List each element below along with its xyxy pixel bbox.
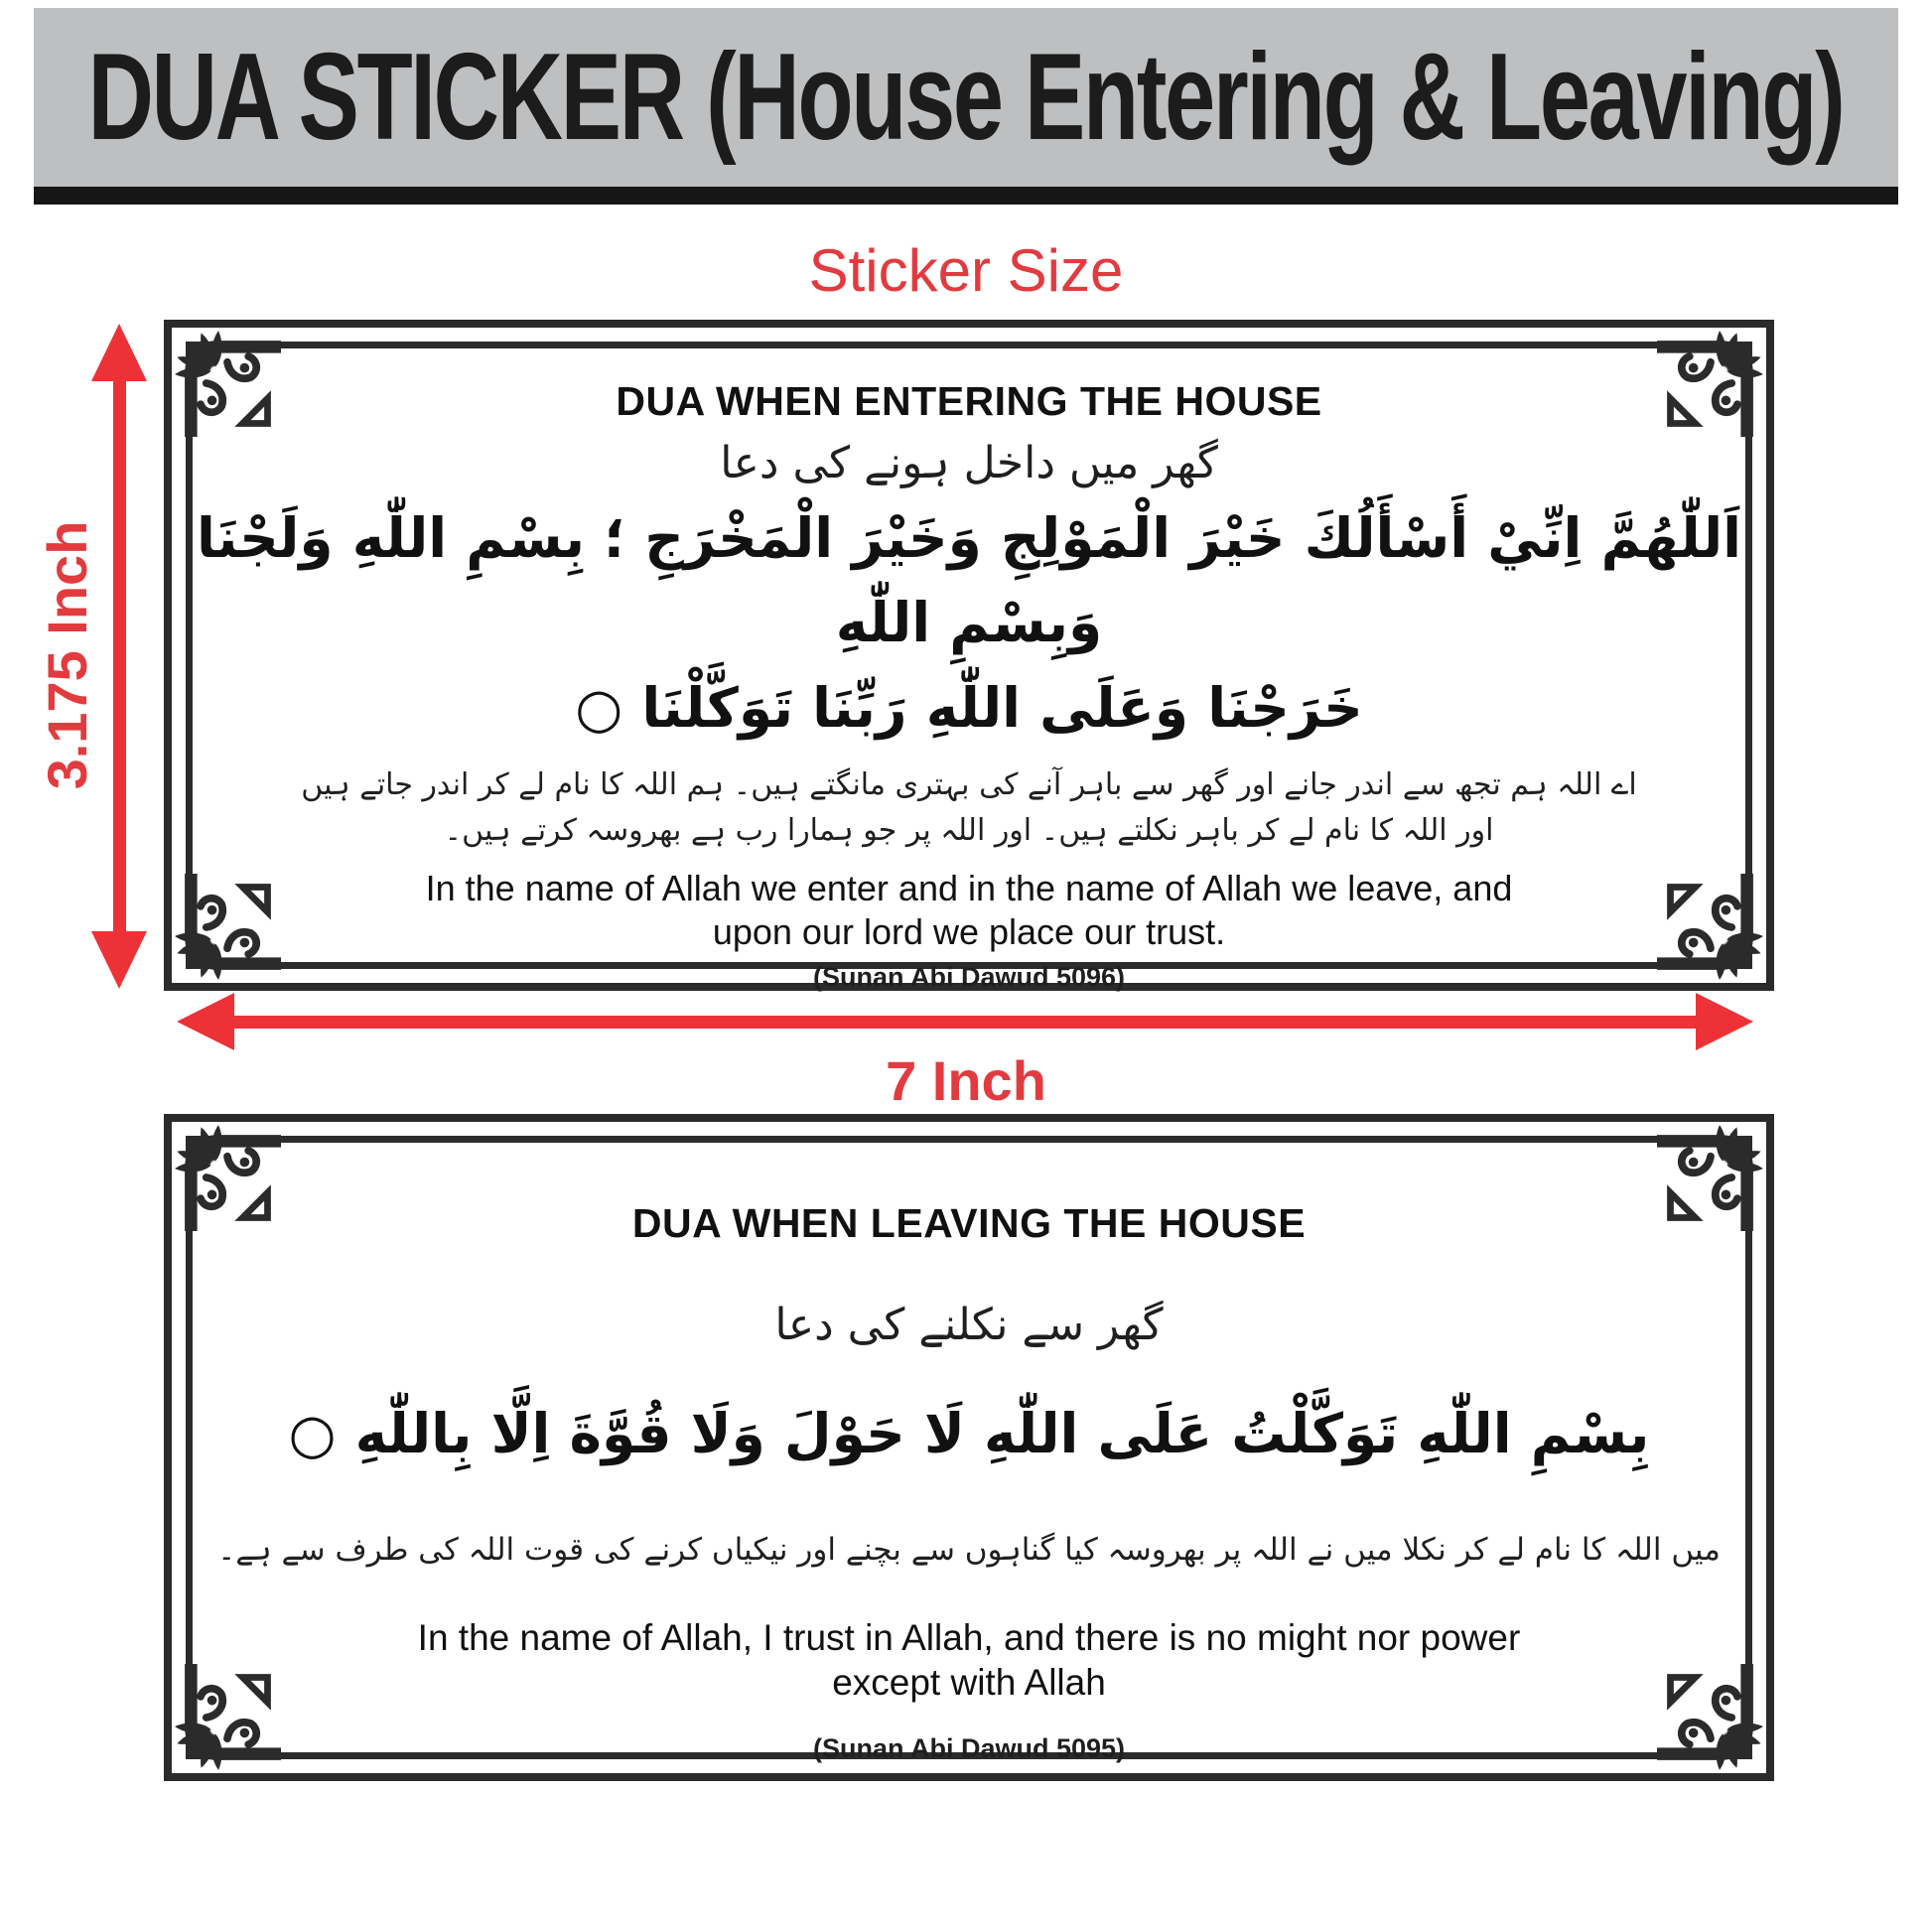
header-band [34, 8, 1898, 187]
urdu-translation-line-2: اور اللہ کا نام لے کر باہر نکلتے ہیں۔ اور اللہ پر جو ہمارا رب ہے بھروسہ کرتے ہیں۔ [444, 813, 1494, 849]
arrow-shaft [224, 1016, 1706, 1029]
urdu-heading: گھر میں داخل ہونے کی دعا [720, 438, 1218, 488]
sticker-card-leaving [164, 1114, 1774, 1781]
arrow-down-icon [91, 931, 147, 989]
width-dimension-arrow [177, 993, 1753, 1050]
sticker-card-entering [164, 320, 1774, 991]
reference-citation: (Sunan Abi Dawud 5096) [812, 961, 1126, 992]
urdu-heading: گھر سے نکلنے کی دعا [774, 1300, 1164, 1350]
arrow-shaft [113, 373, 126, 939]
urdu-translation-line-1: میں اللہ کا نام لے کر نکلا میں نے اللہ پر بھروسہ کیا گناہوں سے بچنے اور نیکیاں کرنے کی قوت اللہ کی طرف سے ہے۔ [217, 1532, 1721, 1569]
sticker-title: DUA WHEN ENTERING THE HOUSE [616, 378, 1322, 424]
arabic-dua-line-1: بِسْمِ اللّٰهِ تَوَكَّلْتُ عَلَى اللّٰهِ لَا حَوْلَ وَلَا قُوَّةَ اِلَّا بِاللّٰهِ ○ [288, 1402, 1650, 1465]
arabic-dua-line-1: اَللّٰهُمَّ اِنِّيْ أَسْأَلُكَ خَيْرَ الْمَوْلِجِ وَخَيْرَ الْمَخْرَجِ ؛ بِسْمِ اللّٰهِ وَلَجْنَا وَبِسْمِ اللّٰهِ [197, 506, 1741, 655]
english-translation: In the name of Allah we enter and in the name of Allah we leave, and upon our lord we place our trust. [425, 867, 1513, 952]
arrow-right-icon [1696, 993, 1753, 1050]
english-translation: In the name of Allah, I trust in Allah, and there is no might nor power except with Allah [417, 1617, 1521, 1704]
sticker-title: DUA WHEN LEAVING THE HOUSE [631, 1200, 1307, 1246]
arabic-dua-line-2: خَرَجْنَا وَعَلَى اللّٰهِ رَبِّنَا تَوَكَّلْنَا ○ [575, 675, 1363, 740]
page-title: DUA STICKER (House Entering & Leaving) [88, 29, 1844, 166]
sticker-content [193, 1143, 1745, 1763]
width-dimension-label: 7 Inch [886, 1049, 1046, 1112]
sticker-size-label: Sticker Size [808, 237, 1124, 304]
reference-citation: (Sunan Abi Dawud 5095) [812, 1732, 1126, 1763]
header-divider [34, 187, 1898, 205]
height-dimension-arrow [91, 324, 147, 989]
urdu-translation-line-1: اے اللہ ہم تجھ سے اندر جانے اور گھر سے باہر آنے کی بہتری مانگتے ہیں۔ ہم اللہ کا نام لے کر اندر جاتے ہیں [301, 766, 1637, 802]
height-dimension-label: 3.175 Inch [36, 520, 98, 790]
sticker-content [193, 348, 1745, 992]
